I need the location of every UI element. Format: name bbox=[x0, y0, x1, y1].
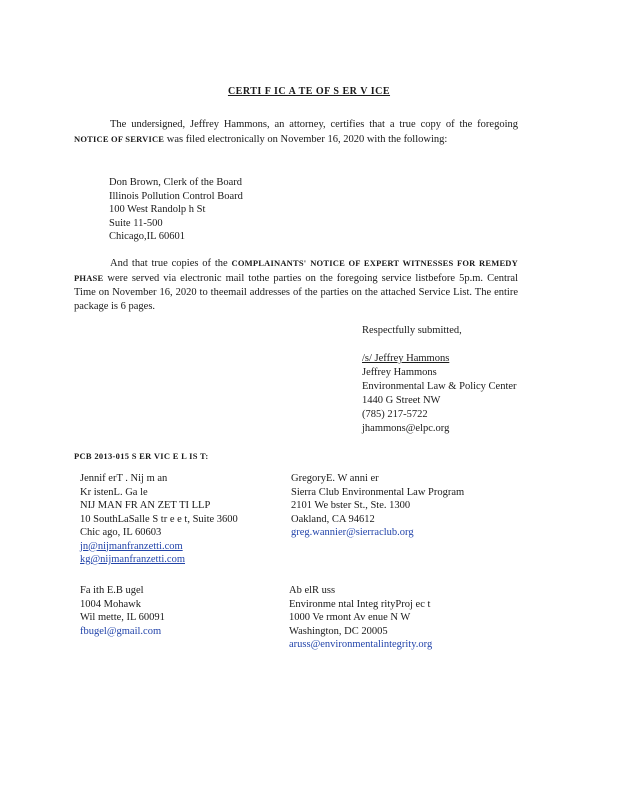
email-link[interactable]: jn@nijmanfranzetti.com bbox=[80, 540, 183, 552]
service-contact-sierra-club: GregoryE. W anni er Sierra Club Environmental Law Program 2101 We bster St., Ste. 1300 Oakland, CA 94612 greg.wannier@sierraclub.org bbox=[291, 473, 465, 538]
certification-paragraph: The undersigned, Jeffrey Hammons, an attorney, certifies that a true copy of the foregoing NOTICE OF SERVICE was filed electronically on November 16, 2020 with the following: bbox=[74, 119, 518, 145]
notice-of-service-label: NOTICE OF SERVICE bbox=[74, 134, 165, 144]
email-link[interactable]: greg.wannier@sierraclub.org bbox=[291, 527, 414, 538]
signature-line: /s/ Jeffrey Hammons bbox=[362, 353, 450, 364]
document-title: CERTI F IC A TE OF S ER V ICE bbox=[227, 86, 391, 97]
service-list-heading: PCB 2013-015 S ER VIC E L IS T: bbox=[74, 451, 209, 461]
signature-block bbox=[362, 352, 517, 436]
complainants-label: COMPLAINANTS' bbox=[231, 258, 307, 268]
signer-street: 1440 G Street NW bbox=[362, 395, 441, 406]
email-link[interactable]: kg@nijmanfranzetti.com bbox=[80, 554, 186, 565]
service-paragraph: And that true copies of the COMPLAINANTS' NOTICE OF EXPERT WITNESSES FOR REMEDY PHASE were served via electronic mail tothe parties on the foregoing service listbefore 5p.m. Central Time on November 16, 2020 to theemail addresses of the parties on the attached Service List. The entire package is 6 pages. bbox=[74, 258, 518, 312]
clerk-address-block: Don Brown, Clerk of the Board Illinois Pollution Control Board 100 West Randolp h St Suite 11-500 Chicago,IL 60601 bbox=[109, 177, 243, 242]
signer-email: jhammons@elpc.org bbox=[362, 423, 450, 434]
service-contact-nijman: Jennif erT . Nij m an Kr istenL. Ga le NIJ MAN FR AN ZET TI LLP 10 SouthLaSalle S tr e e t, Suite 3600 Chic ago, IL 60603 jn@nijmanfranzetti.com kg@nijmanfranzetti.com bbox=[80, 473, 238, 565]
email-link[interactable]: fbugel@gmail.com bbox=[80, 625, 162, 637]
service-contact-environmental-integrity: Ab elR uss Environme ntal Integ rityProj ec t 1000 Ve rmont Av enue N W Washington, DC 20005 aruss@environmentalintegrity.org bbox=[289, 585, 433, 650]
closing: Respectfully submitted, bbox=[362, 325, 462, 336]
email-link[interactable]: aruss@environmentalintegrity.org bbox=[289, 639, 433, 650]
signer-name: Jeffrey Hammons bbox=[362, 367, 437, 378]
signer-organization: Environmental Law & Policy Center bbox=[362, 381, 517, 392]
notice-of-expert-witnesses-label: NOTICE OF EXPERT WITNESSES FOR REMEDY PHASE bbox=[74, 258, 518, 283]
service-contact-bugel: Fa ith E.B ugel 1004 Mohawk Wil mette, IL 60091 fbugel@gmail.com bbox=[80, 585, 165, 637]
signer-phone: (785) 217-5722 bbox=[362, 409, 428, 420]
